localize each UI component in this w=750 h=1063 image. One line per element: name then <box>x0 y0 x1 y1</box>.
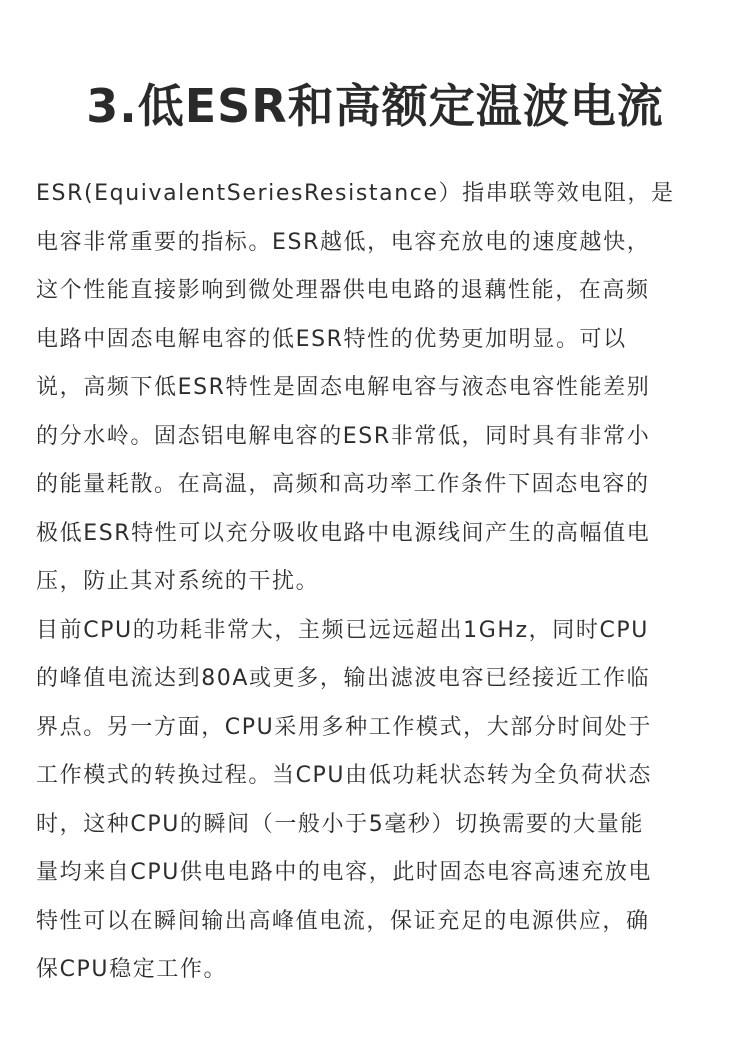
text-line: 压，防止其对系统的干扰。 <box>36 569 320 594</box>
text-line: 的分水岭。固态铝电解电容的ESR非常低，同时具有非常小 <box>36 423 651 449</box>
text-line: 量均来自CPU供电电路中的电容，此时固态电容高速充放电 <box>36 860 652 885</box>
text-line: 界点。另一方面，CPU采用多种工作模式，大部分时间处于 <box>36 714 652 740</box>
text-line: 的能量耗散。在高温，高频和高功率工作条件下固态电容的 <box>36 472 650 497</box>
article-body <box>36 170 716 995</box>
text-line: 时，这种CPU的瞬间（一般小于5毫秒）切换需要的大量能 <box>36 811 644 837</box>
text-line: 特性可以在瞬间输出高峰值电流，保证充足的电源供应，确 <box>36 908 650 934</box>
text-line: 说，高频下低ESR特性是固态电解电容与液态电容性能差别 <box>36 375 651 400</box>
text-line: 电路中固态电解电容的低ESR特性的优势更加明显。可以 <box>36 326 627 352</box>
text-line: 电容非常重要的指标。ESR越低，电容充放电的速度越快， <box>36 229 651 255</box>
text-line: 极低ESR特性可以充分吸收电路中电源线间产生的高幅值电 <box>36 520 651 546</box>
text-line: ESR(EquivalentSeriesResistance）指串联等效电阻，是 <box>36 181 675 206</box>
text-line: 这个性能直接影响到微处理器供电电路的退藕性能，在高频 <box>36 278 650 303</box>
paragraph-esr <box>36 170 716 607</box>
paragraph-cpu <box>36 607 716 995</box>
text-line: 保CPU稳定工作。 <box>36 957 228 982</box>
text-line: 工作模式的转换过程。当CPU由低功耗状态转为全负荷状态 <box>36 763 652 788</box>
text-line: 目前CPU的功耗非常大，主频已远远超出1GHz，同时CPU <box>36 617 649 643</box>
text-line: 的峰值电流达到80A或更多，输出滤波电容已经接近工作临 <box>36 666 651 691</box>
page-title: 3.低ESR和高额定温波电流 <box>86 79 664 133</box>
